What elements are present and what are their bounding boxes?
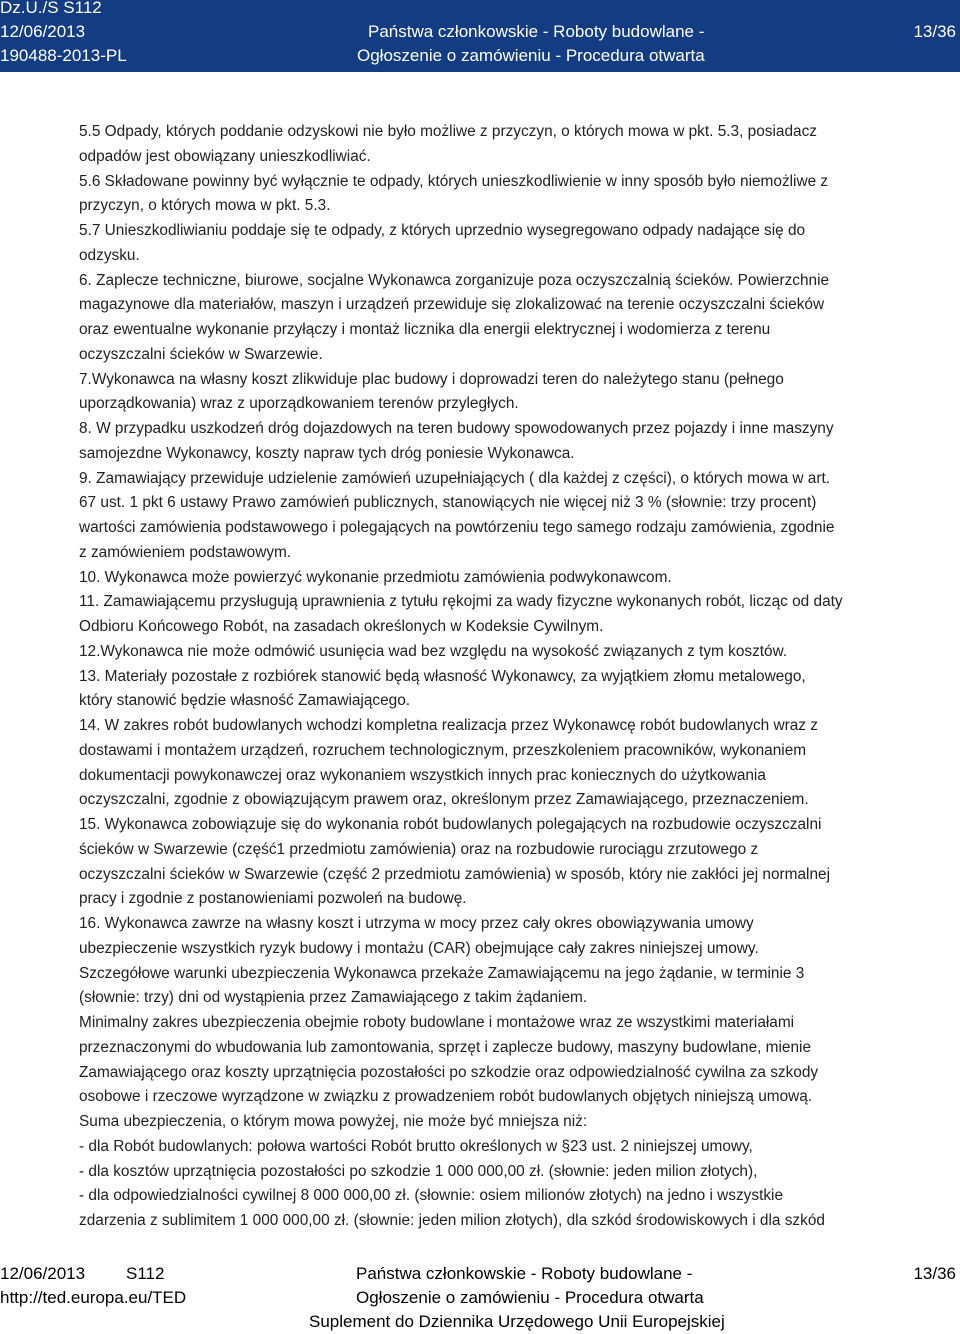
- text-line: z zamówieniem podstawowym.: [79, 543, 292, 561]
- text-line: 13. Materiały pozostałe z rozbiórek stanowić będą własność Wykonawcy, za wyjątkiem złomu metalowego,: [79, 667, 806, 685]
- text-line: osobowe i rzeczowe wyrządzone w związku z prowadzeniem robót budowlanych objętych niniejszą umową.: [79, 1088, 813, 1106]
- page-footer: [0, 1262, 960, 1334]
- footer-page-number: 13/36: [913, 1264, 956, 1283]
- text-line: uporządkowania) wraz z uporządkowaniem terenów przyległych.: [79, 395, 519, 413]
- text-line: oraz ewentualne wykonanie przyłączy i montaż licznika dla energii elektrycznej i wodomierza z terenu: [79, 321, 771, 338]
- text-line: 10. Wykonawca może powierzyć wykonanie przedmiotu zamówienia podwykonawcom.: [79, 568, 672, 586]
- text-line: oczyszczalni ścieków w Swarzewie (część 2 przedmiotu zamówienia) w sposób, który nie zakłóci jej normalnej: [79, 865, 830, 883]
- text-line: Suma ubezpieczenia, o którym mowa powyżej, nie może być mniejsza niż:: [79, 1113, 588, 1130]
- header-date: 12/06/2013: [0, 22, 86, 41]
- text-line: - dla kosztów uprzątnięcia pozostałości po szkodzie 1 000 000,00 zł. (słownie: jeden milion złotych),: [79, 1162, 758, 1180]
- text-line: który stanowić będzie własność Zamawiającego.: [79, 692, 411, 710]
- text-line: przyczyn, o których mowa w pkt. 5.3.: [79, 197, 331, 215]
- text-line: Minimalny zakres ubezpieczenia obejmie roboty budowlane i montażowe wraz ze wszystkimi materiałami: [79, 1014, 795, 1031]
- text-line: zdarzenia z sublimitem 1 000 000,00 zł. (słownie: jeden milion złotych), dla szkód środowiskowych i dla szkód: [79, 1212, 825, 1229]
- text-line: odpadów jest obowiązany unieszkodliwiać.: [79, 147, 371, 165]
- text-line: 8. W przypadku uszkodzeń dróg dojazdowych na teren budowy spowodowanych przez pojazdy i inne maszyny: [79, 420, 834, 437]
- journal-reference: Dz.U./S S112: [0, 0, 102, 17]
- page-header: [0, 0, 960, 72]
- text-line: wartości zamówienia podstawowego i polegających na powtórzeniu tego samego rodzaju zamówienia, zgodnie: [79, 519, 835, 536]
- header-page-number: 13/36: [913, 22, 956, 41]
- text-line: 5.6 Składowane powinny być wyłącznie te odpady, których unieszkodliwienie w inny sposób było niemożliwe z: [79, 172, 829, 190]
- text-line: 5.5 Odpady, których poddanie odzyskowi nie było możliwe z przyczyn, o których mowa w pkt. 5.3, posiadacz: [79, 123, 817, 140]
- text-line: przeznaczonymi do wbudowania lub zamontowania, sprzęt i zaplecze budowy, maszyny budowlane, mienie: [79, 1038, 812, 1056]
- text-line: oczyszczalni, zgodnie z obowiązującym prawem oraz, określonym przez Zamawiającego, przeznaczeniem.: [79, 791, 809, 809]
- text-line: 14. W zakres robót budowlanych wchodzi kompletna realizacja przez Wykonawcę robót budowlanych wraz z: [79, 717, 818, 734]
- header-title-line2: Ogłoszenie o zamówieniu - Procedura otwarta: [357, 46, 705, 65]
- text-line: - dla odpowiedzialności cywilnej 8 000 000,00 zł. (słownie: osiem milionów złotych) na jedno i wszystkie: [79, 1187, 784, 1205]
- text-line: pracy i zgodnie z postanowieniami pozwoleń na budowę.: [79, 890, 467, 908]
- text-line: Zamawiającego oraz koszty uprzątnięcia pozostałości po szkodzie oraz odpowiedzialność cywilna za szkody: [79, 1063, 819, 1081]
- text-line: dokumentacji powykonawczej oraz wykonaniem wszystkich innych prac koniecznych do użytkowania: [79, 766, 766, 784]
- footer-supplement: Suplement do Dziennika Urzędowego Unii Europejskiej: [309, 1312, 725, 1331]
- text-line: odzysku.: [79, 246, 140, 264]
- text-line: samojezdne Wykonawcy, koszty napraw tych dróg poniesie Wykonawca.: [79, 444, 575, 462]
- text-line: 11. Zamawiającemu przysługują uprawnienia z tytułu rękojmi za wady fizyczne wykonanych robót, licząc od daty: [79, 593, 843, 611]
- footer-url-link[interactable]: http://ted.europa.eu/TED: [0, 1288, 187, 1307]
- text-line: - dla Robót budowlanych: połowa wartości Robót brutto określonych w §23 ust. 2 niniejszej umowy,: [79, 1137, 753, 1155]
- footer-title-line2: Ogłoszenie o zamówieniu - Procedura otwarta: [356, 1288, 704, 1307]
- header-title-line1: Państwa członkowskie - Roboty budowlane -: [368, 22, 705, 41]
- text-line: (słownie: trzy) dni od wystąpienia przez Zamawiającego z takim żądaniem.: [79, 989, 588, 1007]
- text-line: 6. Zaplecze techniczne, biurowe, socjalne Wykonawca zorganizuje poza oczyszczalnią ścieków. Powierzchnie: [79, 271, 830, 289]
- document-body: [79, 120, 957, 1234]
- text-line: 67 ust. 1 pkt 6 ustawy Prawo zamówień publicznych, stanowiących nie więcej niż 3 % (słownie: trzy procent): [79, 494, 817, 512]
- text-line: dostawami i montażem urządzeń, rozruchem technologicznym, przeszkoleniem pracowników, wykonaniem: [79, 741, 807, 759]
- text-line: 12.Wykonawca nie może odmówić usunięcia wad bez względu na wysokość związanych z tym kosztów.: [79, 642, 788, 660]
- text-line: 5.7 Unieszkodliwianiu poddaje się te odpady, z których uprzednio wysegregowano odpady nadające się do: [79, 222, 806, 239]
- text-line: 7.Wykonawca na własny koszt zlikwiduje plac budowy i doprowadzi teren do należytego stanu (pełnego: [79, 370, 784, 388]
- text-line: 9. Zamawiający przewiduje udzielenie zamówień uzupełniających ( dla każdej z części), o których mowa w art.: [79, 469, 831, 487]
- text-line: magazynowe dla materiałów, maszyn i urządzeń przewiduje się zlokalizować na terenie oczyszczalni ścieków: [79, 296, 825, 314]
- document-id: 190488-2013-PL: [0, 46, 127, 65]
- text-line: oczyszczalni ścieków w Swarzewie.: [79, 345, 323, 363]
- footer-title-line1: Państwa członkowskie - Roboty budowlane -: [356, 1264, 693, 1283]
- text-line: Szczegółowe warunki ubezpieczenia Wykonawca przekaże Zamawiającemu na jego żądanie, w terminie 3: [79, 964, 805, 982]
- footer-series-code: S112: [126, 1264, 165, 1283]
- text-line: Odbioru Końcowego Robót, na zasadach określonych w Kodeksie Cywilnym.: [79, 618, 604, 635]
- footer-date: 12/06/2013: [0, 1264, 86, 1283]
- text-line: 16. Wykonawca zawrze na własny koszt i utrzyma w mocy przez cały okres obowiązywania umowy: [79, 915, 754, 932]
- text-line: ścieków w Swarzewie (część1 przedmiotu zamówienia) oraz na rozbudowie rurociągu zrzutowego z: [79, 840, 759, 858]
- text-line: 15. Wykonawca zobowiązuje się do wykonania robót budowlanych polegających na rozbudowie oczyszczalni: [79, 816, 822, 833]
- text-line: ubezpieczenie wszystkich ryzyk budowy i montażu (CAR) obejmujące cały zakres niniejszej umowy.: [79, 939, 759, 957]
